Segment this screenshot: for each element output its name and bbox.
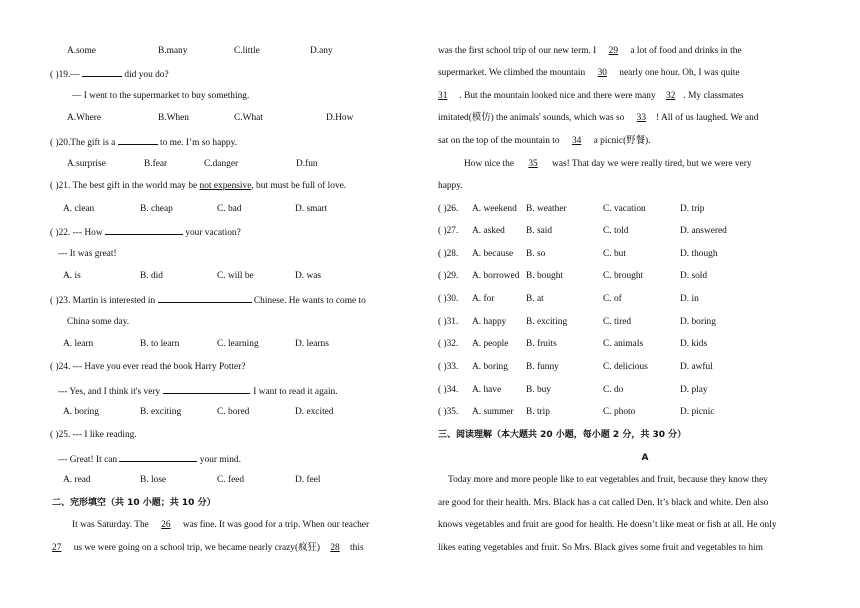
option-a: A. weekend xyxy=(472,204,517,214)
q24-reply-text: --- Yes, and I think it's very xyxy=(58,387,161,397)
option-a: A. for xyxy=(472,294,495,304)
option-b: B. cheap xyxy=(140,204,173,214)
q20-number: ( )20.The gift is a xyxy=(50,138,116,148)
q20-stem xyxy=(50,135,237,149)
option-c: C. animals xyxy=(603,339,644,349)
option-c: C. of xyxy=(603,294,622,304)
option-b: B. lose xyxy=(140,475,167,485)
question-number: ( )31. xyxy=(438,317,459,327)
option-d: D. though xyxy=(680,249,718,259)
cloze-text: was the first school trip of our new term. I xyxy=(438,46,597,56)
cloze-text: nearly one hour. Oh, I was quite xyxy=(619,68,740,78)
q22-number: ( )22. --- How xyxy=(50,228,103,238)
q24-reply-end: . I want to read it again. xyxy=(248,387,338,397)
option-d: D.How xyxy=(326,113,354,123)
cloze-paragraph-line-2 xyxy=(52,542,364,554)
option-b: B. weather xyxy=(526,204,567,214)
option-d: D. sold xyxy=(680,271,708,281)
option-c: C. learning xyxy=(217,339,259,349)
answer-blank xyxy=(163,384,249,394)
option-b: B. fruits xyxy=(526,339,557,349)
q25-stem: ( )25. --- I like reading. xyxy=(50,430,137,440)
cloze-text: was fine. It was good for a trip. When our teacher xyxy=(182,520,370,530)
option-d: D. answered xyxy=(680,226,727,236)
question-number: ( )34. xyxy=(438,385,459,395)
cloze-paragraph-line-6 xyxy=(438,112,758,124)
option-c: C.little xyxy=(234,46,260,56)
q25-reply-end: your mind. xyxy=(199,455,241,465)
q20-text: to me. I’m so happy. xyxy=(160,138,238,148)
option-b: B. at xyxy=(526,294,544,304)
passage-label: A xyxy=(641,453,649,463)
section-2-title: 二、完形填空（共 10 小题；共 10 分） xyxy=(52,498,216,508)
cloze-paragraph-line-4 xyxy=(438,67,740,79)
blank-28: 28 xyxy=(330,543,340,553)
option-b: B. exciting xyxy=(140,407,182,417)
answer-blank xyxy=(105,225,183,235)
q22-text: your vacation? xyxy=(185,228,241,238)
q21-number: ( )21. The best gift in the world may be xyxy=(50,181,198,191)
q23-continuation: China some day. xyxy=(67,317,130,327)
q23-stem xyxy=(50,293,366,307)
option-d: D. feel xyxy=(295,475,321,485)
answer-blank xyxy=(158,293,252,303)
option-d: D. smart xyxy=(295,204,328,214)
option-c: C.danger xyxy=(204,159,239,169)
option-d: D. learns xyxy=(295,339,329,349)
cloze-paragraph-line-5 xyxy=(438,90,744,102)
option-d: D. in xyxy=(680,294,699,304)
reading-line-4: likes eating vegetables and fruit. So Mrs. Black gives some fruit and vegetables to him xyxy=(438,543,763,553)
cloze-text: was! That day we were really tired, but we were very xyxy=(552,159,752,169)
option-d: D. boring xyxy=(680,317,716,327)
option-c: C. but xyxy=(603,249,626,259)
question-number: ( )30. xyxy=(438,294,459,304)
blank-35: 35 xyxy=(528,159,538,169)
question-number: ( )27. xyxy=(438,226,459,236)
option-c: C. tired xyxy=(603,317,632,327)
question-number: ( )33. xyxy=(438,362,459,372)
q25-reply-text: --- Great! It can xyxy=(58,455,118,465)
option-a: A. learn xyxy=(63,339,94,349)
option-d: D. kids xyxy=(680,339,708,349)
question-number: ( )29. xyxy=(438,271,459,281)
option-a: A. read xyxy=(63,475,91,485)
option-a: A. boring xyxy=(63,407,99,417)
option-b: B. so xyxy=(526,249,546,259)
option-b: B.When xyxy=(158,113,189,123)
blank-34: 34 xyxy=(571,136,582,146)
option-a: A. people xyxy=(472,339,509,349)
q21-stem xyxy=(50,180,346,192)
blank-33: 33 xyxy=(636,113,647,123)
cloze-text: How nice the xyxy=(464,159,514,169)
q19-stem xyxy=(50,67,169,81)
option-d: D. trip xyxy=(680,204,705,214)
option-a: A. is xyxy=(63,271,81,281)
q23-number: ( )23. Martin is interested in xyxy=(50,296,156,306)
question-number: ( )32. xyxy=(438,339,459,349)
cloze-text: ! All of us laughed. We and xyxy=(656,113,759,123)
cloze-text: . But the mountain looked nice and there were many xyxy=(459,91,656,101)
q21-underlined-phrase: not expensive xyxy=(199,181,252,191)
q24-reply xyxy=(58,384,338,398)
cloze-paragraph-line-9: happy. xyxy=(438,181,463,191)
reading-line-2: are good for their health. Mrs. Black has a cat called Den. It’s black and white. Den also xyxy=(438,498,769,508)
q19-text: did you do? xyxy=(124,70,169,80)
option-c: C. feed xyxy=(217,475,245,485)
cloze-paragraph-line-1 xyxy=(72,519,369,531)
blank-31: 31 xyxy=(438,91,448,101)
option-d: D. excited xyxy=(295,407,334,417)
option-c: C. vacation xyxy=(603,204,646,214)
cloze-text: supermarket. We climbed the mountain xyxy=(438,68,586,78)
option-d: D.any xyxy=(310,46,333,56)
option-a: A.some xyxy=(67,46,96,56)
blank-29: 29 xyxy=(608,46,619,56)
q21-text: , but must be full of love. xyxy=(251,181,347,191)
option-b: B. to learn xyxy=(140,339,180,349)
cloze-paragraph-line-8 xyxy=(464,158,752,170)
question-number: ( )26. xyxy=(438,204,459,214)
reading-line-1: Today more and more people like to eat vegetables and fruit, because they know they xyxy=(448,475,768,485)
option-a: A. happy xyxy=(472,317,507,327)
option-a: A.surprise xyxy=(67,159,106,169)
option-c: C. told xyxy=(603,226,629,236)
option-d: D. play xyxy=(680,385,708,395)
cloze-text: . My classmates xyxy=(683,91,744,101)
cloze-text: us we were going on a school trip, we became nearly crazy(疯狂) xyxy=(73,543,320,553)
answer-blank xyxy=(118,135,158,145)
option-a: A. summer xyxy=(472,407,514,417)
option-b: B.fear xyxy=(144,159,168,169)
option-c: C. bad xyxy=(217,204,242,214)
blank-30: 30 xyxy=(597,68,607,78)
cloze-text: a picnic(野餐). xyxy=(593,136,651,146)
q25-reply xyxy=(58,452,241,466)
q22-reply: --- It was great! xyxy=(58,249,117,259)
option-a: A. clean xyxy=(63,204,95,214)
question-number: ( )35. xyxy=(438,407,459,417)
option-b: B. buy xyxy=(526,385,552,395)
blank-26: 26 xyxy=(161,520,171,530)
option-b: B. funny xyxy=(526,362,559,372)
option-d: D. awful xyxy=(680,362,713,372)
option-b: B. did xyxy=(140,271,163,281)
cloze-text: sat on the top of the mountain to xyxy=(438,136,560,146)
answer-blank xyxy=(82,67,122,77)
option-d: D. picnic xyxy=(680,407,715,417)
option-a: A. boring xyxy=(472,362,508,372)
option-b: B. bought xyxy=(526,271,563,281)
option-c: C.What xyxy=(234,113,263,123)
option-c: C. photo xyxy=(603,407,636,417)
option-a: A.Where xyxy=(67,113,102,123)
q22-stem xyxy=(50,225,241,239)
option-a: A. because xyxy=(472,249,514,259)
q23-text: Chinese. He wants to come to xyxy=(253,296,366,306)
option-b: B. said xyxy=(526,226,553,236)
blank-32: 32 xyxy=(666,91,676,101)
option-b: B. exciting xyxy=(526,317,568,327)
section-3-title: 三、阅读理解（本大题共 20 小题，每小题 2 分，共 30 分） xyxy=(438,430,687,440)
question-number: ( )28. xyxy=(438,249,459,259)
cloze-paragraph-line-3 xyxy=(438,45,742,57)
option-b: B. trip xyxy=(526,407,550,417)
option-a: A. have xyxy=(472,385,502,395)
option-d: D.fun xyxy=(296,159,318,169)
option-a: A. asked xyxy=(472,226,505,236)
q19-number: ( )19.— xyxy=(50,70,80,80)
cloze-text: imitated(模仿) the animals' sounds, which was so xyxy=(438,113,625,123)
answer-blank xyxy=(119,452,197,462)
reading-line-3: knows vegetables and fruit are good for health. He doesn’t like meat or fish at all. He only xyxy=(438,520,777,530)
cloze-text: a lot of food and drinks in the xyxy=(630,46,742,56)
option-c: C. bored xyxy=(217,407,250,417)
q24-stem: ( )24. --- Have you ever read the book Harry Potter? xyxy=(50,362,246,372)
option-c: C. will be xyxy=(217,271,254,281)
option-d: D. was xyxy=(295,271,322,281)
option-c: C. delicious xyxy=(603,362,648,372)
blank-27: 27 xyxy=(52,543,62,553)
option-b: B.many xyxy=(158,46,188,56)
q19-reply: — I went to the supermarket to buy something. xyxy=(72,91,250,101)
cloze-text: It was Saturday. The xyxy=(72,520,149,530)
cloze-paragraph-line-7 xyxy=(438,135,650,147)
cloze-text: this xyxy=(350,543,364,553)
option-c: C. do xyxy=(603,385,624,395)
option-c: C. brought xyxy=(603,271,644,281)
option-a: A. borrowed xyxy=(472,271,520,281)
